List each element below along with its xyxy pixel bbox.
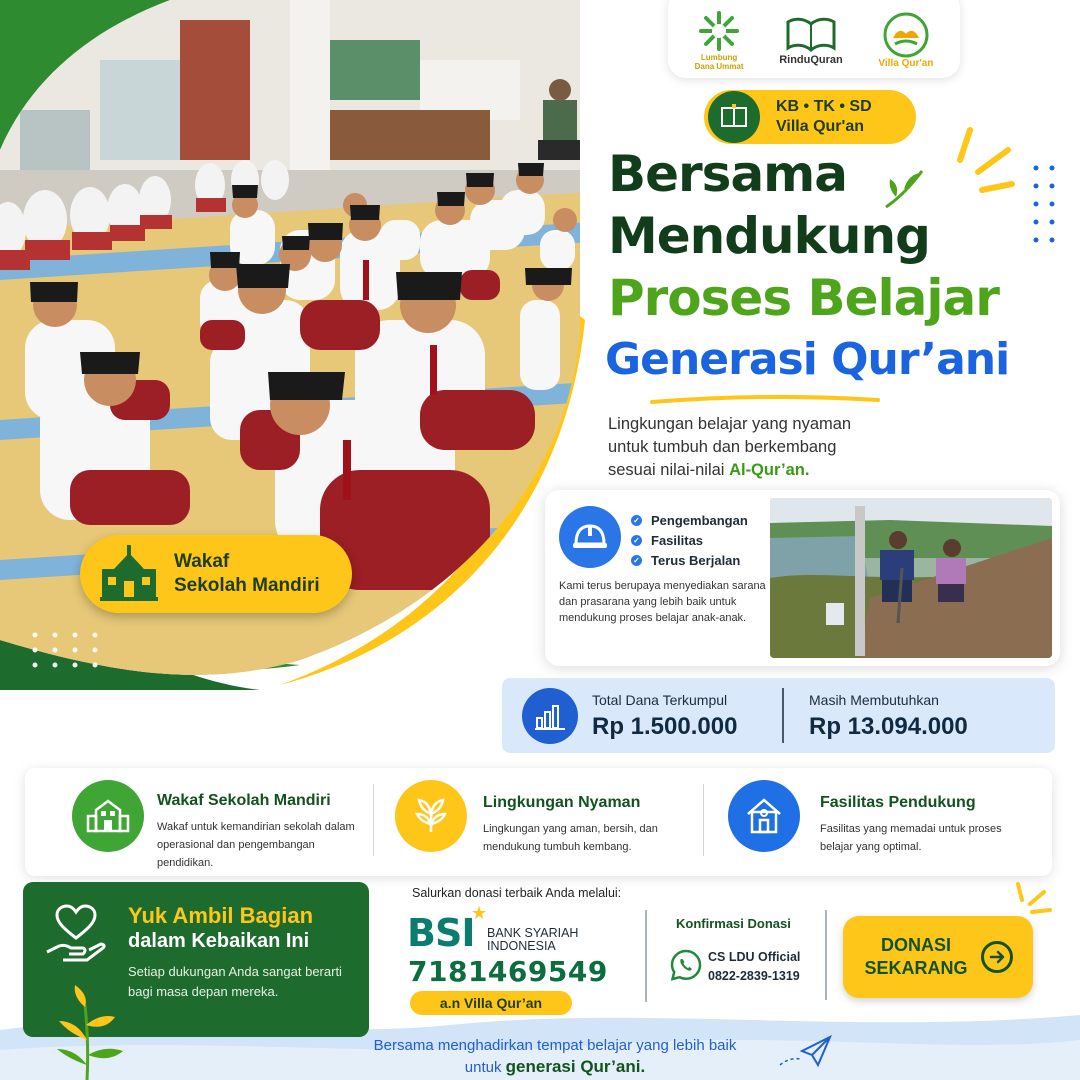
collected-value: Rp 1.500.000 xyxy=(592,713,738,740)
feature-divider xyxy=(703,784,704,856)
headline-underline xyxy=(650,393,880,405)
bank-name xyxy=(487,927,578,953)
subtitle-line-1: Lingkungan belajar yang nyaman xyxy=(608,415,852,433)
progress-description: Kami terus berupaya menyediakan sarana dan prasarana yang lebih baik untuk mendukung proses belajar anak-anak. xyxy=(559,580,766,624)
feature-title: Lingkungan Nyaman xyxy=(483,794,641,811)
check-label: Pengembangan xyxy=(651,512,748,528)
bank-name-line-1: BANK SYARIAH xyxy=(487,926,579,940)
lumbung-icon xyxy=(693,9,745,53)
hero-photo-area xyxy=(0,0,620,690)
needed-label: Masih Membutuhkan xyxy=(809,692,939,708)
rinduquran-name: RinduQuran xyxy=(779,54,843,66)
check-item xyxy=(631,552,748,568)
subtitle-line-2: untuk tumbuh dan berkembang xyxy=(608,438,837,456)
feature-desc: Lingkungan yang aman, bersih, dan mendukung tumbuh kembang. xyxy=(483,823,658,853)
check-icon: ✓ xyxy=(631,535,642,546)
partner-logos xyxy=(668,0,960,78)
villa-quran-icon xyxy=(877,12,935,58)
check-label: Fasilitas xyxy=(651,532,704,548)
rinduquran-logo xyxy=(779,14,843,66)
progress-card xyxy=(545,490,1060,666)
cta-subtitle: dalam Kebaikan Ini xyxy=(128,930,310,952)
school-name: Villa Qur'an xyxy=(776,118,864,135)
lumbung-name-1: Lumbung xyxy=(700,53,738,62)
fund-stats xyxy=(502,678,1055,753)
feature-divider xyxy=(373,784,374,856)
quran-book-icon xyxy=(784,14,838,54)
feature-title: Fasilitas Pendukung xyxy=(820,794,976,811)
badge-line-2: Sekolah Mandiri xyxy=(174,575,320,596)
fund-divider xyxy=(782,688,784,743)
helmet-icon xyxy=(559,506,621,568)
bank-divider xyxy=(645,910,647,1002)
school-pill xyxy=(704,90,916,144)
subtitle-highlight: Al-Qur’an. xyxy=(729,461,810,479)
check-label: Terus Berjalan xyxy=(651,552,741,568)
feature-lingkungan xyxy=(395,780,695,864)
footer-highlight: generasi Qur’ani. xyxy=(505,1057,646,1076)
headline-line-4: Generasi Qur’ani xyxy=(605,334,1010,385)
feature-desc: Wakaf untuk kemandirian sekolah dalam operasional dan pengembangan pendidikan. xyxy=(157,821,355,869)
footer-line-1: Bersama menghadirkan tempat belajar yang lebih baik xyxy=(373,1037,737,1054)
construction-photo xyxy=(770,498,1052,658)
heart-hand-icon xyxy=(43,902,109,968)
cta-title: Yuk Ambil Bagian xyxy=(128,903,314,928)
paper-plane-icon xyxy=(778,1035,834,1069)
quran-icon xyxy=(708,91,760,143)
donate-label-line-1[interactable]: DONASI xyxy=(880,935,951,955)
leaf-icon xyxy=(395,780,467,852)
building-icon xyxy=(728,780,800,852)
mosque-school-icon xyxy=(98,543,160,605)
school-icon xyxy=(72,780,144,852)
feature-title: Wakaf Sekolah Mandiri xyxy=(157,792,331,809)
subtitle xyxy=(608,413,968,482)
leaf-sprig-icon xyxy=(880,165,928,213)
bank-name-line-2: INDONESIA xyxy=(487,939,556,953)
feature-fasilitas xyxy=(728,780,1028,864)
collected-label: Total Dana Terkumpul xyxy=(592,692,728,708)
progress-checklist xyxy=(631,512,748,572)
check-item xyxy=(631,532,748,548)
badge-line-1: Wakaf xyxy=(174,551,230,572)
lumbung-logo xyxy=(693,9,745,71)
feature-wakaf xyxy=(72,780,372,869)
bsi-logo: BSI xyxy=(407,911,475,955)
bank-info xyxy=(395,883,655,1018)
subtitle-line-3: sesuai nilai-nilai xyxy=(608,461,730,479)
bar-chart-icon xyxy=(522,688,578,744)
whatsapp-icon[interactable] xyxy=(669,948,703,982)
bank-intro: Salurkan donasi terbaik Anda melalui: xyxy=(412,886,622,900)
check-icon: ✓ xyxy=(631,555,642,566)
plant-decor xyxy=(45,985,135,1080)
headline-line-2: Mendukung xyxy=(608,207,930,265)
footer-line-2: untuk xyxy=(464,1059,506,1076)
headline-line-1: Bersama xyxy=(608,145,848,203)
star-icon: ★ xyxy=(471,903,488,924)
check-icon: ✓ xyxy=(631,515,642,526)
cs-name: CS LDU Official xyxy=(708,950,801,964)
sparkle-lines-small-icon xyxy=(1012,880,1056,916)
dot-grid-decor xyxy=(1030,160,1062,250)
lumbung-name-2: Dana Ummat xyxy=(694,62,744,71)
headline-line-3: Proses Belajar xyxy=(608,269,999,327)
confirm-title: Konfirmasi Donasi xyxy=(676,916,791,931)
donate-label[interactable] xyxy=(861,934,971,980)
cta-description: Setiap dukungan Anda sangat berarti bagi masa depan mereka. xyxy=(128,964,342,999)
features-card xyxy=(25,768,1052,876)
feature-desc: Fasilitas yang memadai untuk proses belajar yang optimal. xyxy=(820,823,1002,853)
donate-now-button[interactable] xyxy=(843,916,1033,998)
check-item xyxy=(631,512,748,528)
wakaf-badge xyxy=(80,535,352,613)
account-number[interactable]: 7181469549 xyxy=(408,955,608,988)
sparkle-lines-icon xyxy=(940,120,1020,200)
account-holder: a.n Villa Qur’an xyxy=(410,991,572,1015)
needed-value: Rp 13.094.000 xyxy=(809,713,968,740)
arrow-right-icon[interactable] xyxy=(981,941,1013,973)
footer-tagline xyxy=(340,1035,770,1078)
confirm-divider xyxy=(825,910,827,1000)
villa-quran-logo xyxy=(877,12,935,69)
donate-label-line-2[interactable]: SEKARANG xyxy=(864,958,968,978)
cs-phone[interactable]: 0822-2839-1319 xyxy=(708,969,800,983)
school-levels: KB • TK • SD xyxy=(776,98,872,115)
villa-quran-name: Villa Qur'an xyxy=(878,57,934,69)
